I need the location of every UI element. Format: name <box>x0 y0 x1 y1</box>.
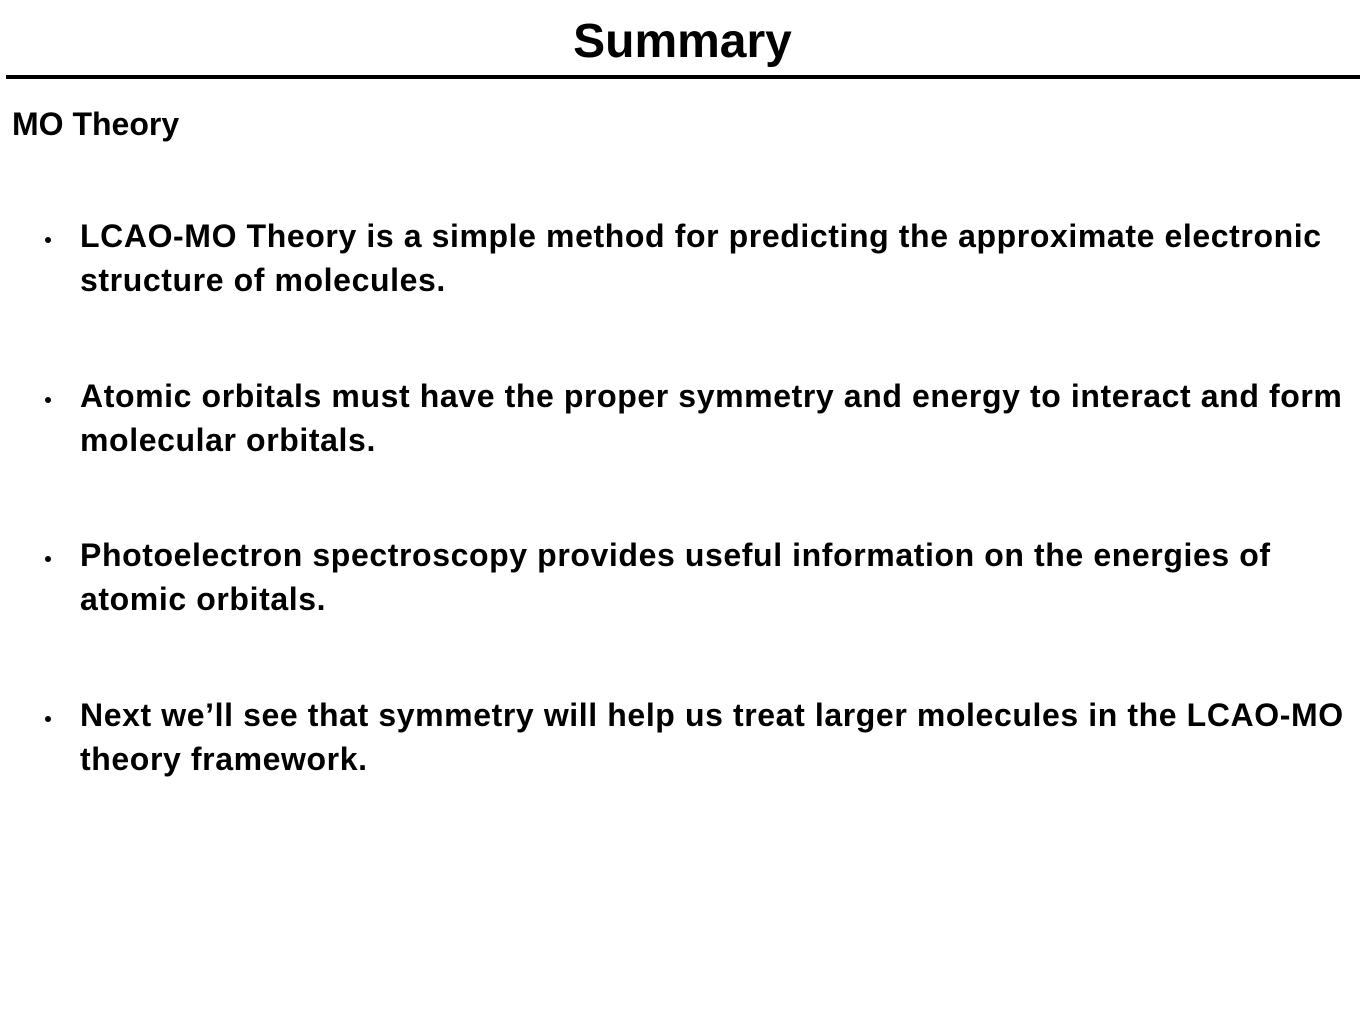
slide-subtitle: MO Theory <box>12 106 180 142</box>
bullet-dot-icon <box>45 556 51 562</box>
bullet-text: Photoelectron spectroscopy provides useful information on the energies of atomic orbitals. <box>80 537 1271 617</box>
bullet-dot-icon <box>45 397 51 403</box>
bullet-text: Next we’ll see that symmetry will help us treat larger molecules in the LCAO-MO theory framework. <box>80 697 1344 777</box>
bullet-text: LCAO-MO Theory is a simple method for predicting the approximate electronic structure of molecules. <box>80 218 1322 298</box>
bullet-dot-icon <box>45 716 51 722</box>
bullet-dot-icon <box>45 237 51 243</box>
bullet-text: Atomic orbitals must have the proper symmetry and energy to interact and form molecular orbitals. <box>80 378 1343 458</box>
title-divider <box>6 75 1360 79</box>
slide-title: Summary <box>573 15 792 68</box>
